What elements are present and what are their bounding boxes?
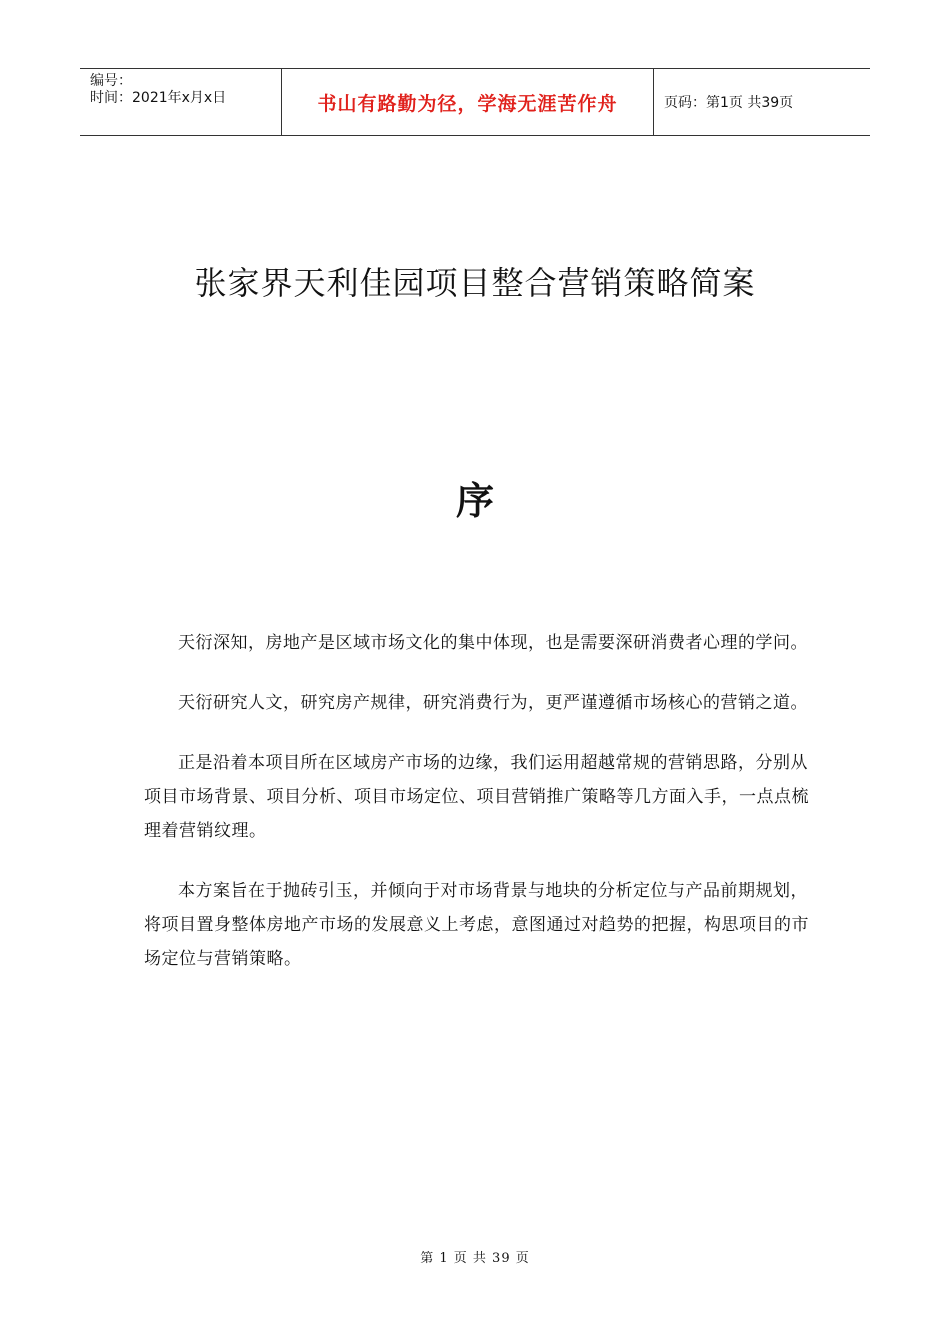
- document-body: [144, 626, 812, 1002]
- paragraph: 正是沿着本项目所在区域房产市场的边缘，我们运用超越常规的营销思路，分别从项目市场背景、项目分析、项目市场定位、项目营销推广策略等几方面入手，一点点梳理着营销纹理。: [144, 753, 809, 841]
- date-label: 时间：2021年x月x日: [90, 90, 227, 106]
- header-meta: [80, 69, 281, 135]
- paragraph: 天衍研究人文，研究房产规律，研究消费行为，更严谨遵循市场核心的营销之道。: [178, 693, 808, 713]
- paragraph: 天衍深知，房地产是区域市场文化的集中体现，也是需要深研消费者心理的学问。: [178, 633, 808, 653]
- section-heading: 序: [455, 478, 494, 523]
- header-page-info: 页码：第1页 共39页: [664, 95, 794, 111]
- page-header: [80, 68, 870, 136]
- page-footer: 第 1 页 共 39 页: [420, 1251, 530, 1266]
- header-motto: 书山有路勤为径，学海无涯苦作舟: [281, 69, 654, 135]
- number-label: 编号：: [90, 73, 132, 89]
- paragraph: 本方案旨在于抛砖引玉，并倾向于对市场背景与地块的分析定位与产品前期规划，将项目置身整体房地产市场的发展意义上考虑，意图通过对趋势的把握，构思项目的市场定位与营销策略。: [144, 881, 809, 969]
- document-title: 张家界天利佳园项目整合营销策略简案: [194, 264, 756, 302]
